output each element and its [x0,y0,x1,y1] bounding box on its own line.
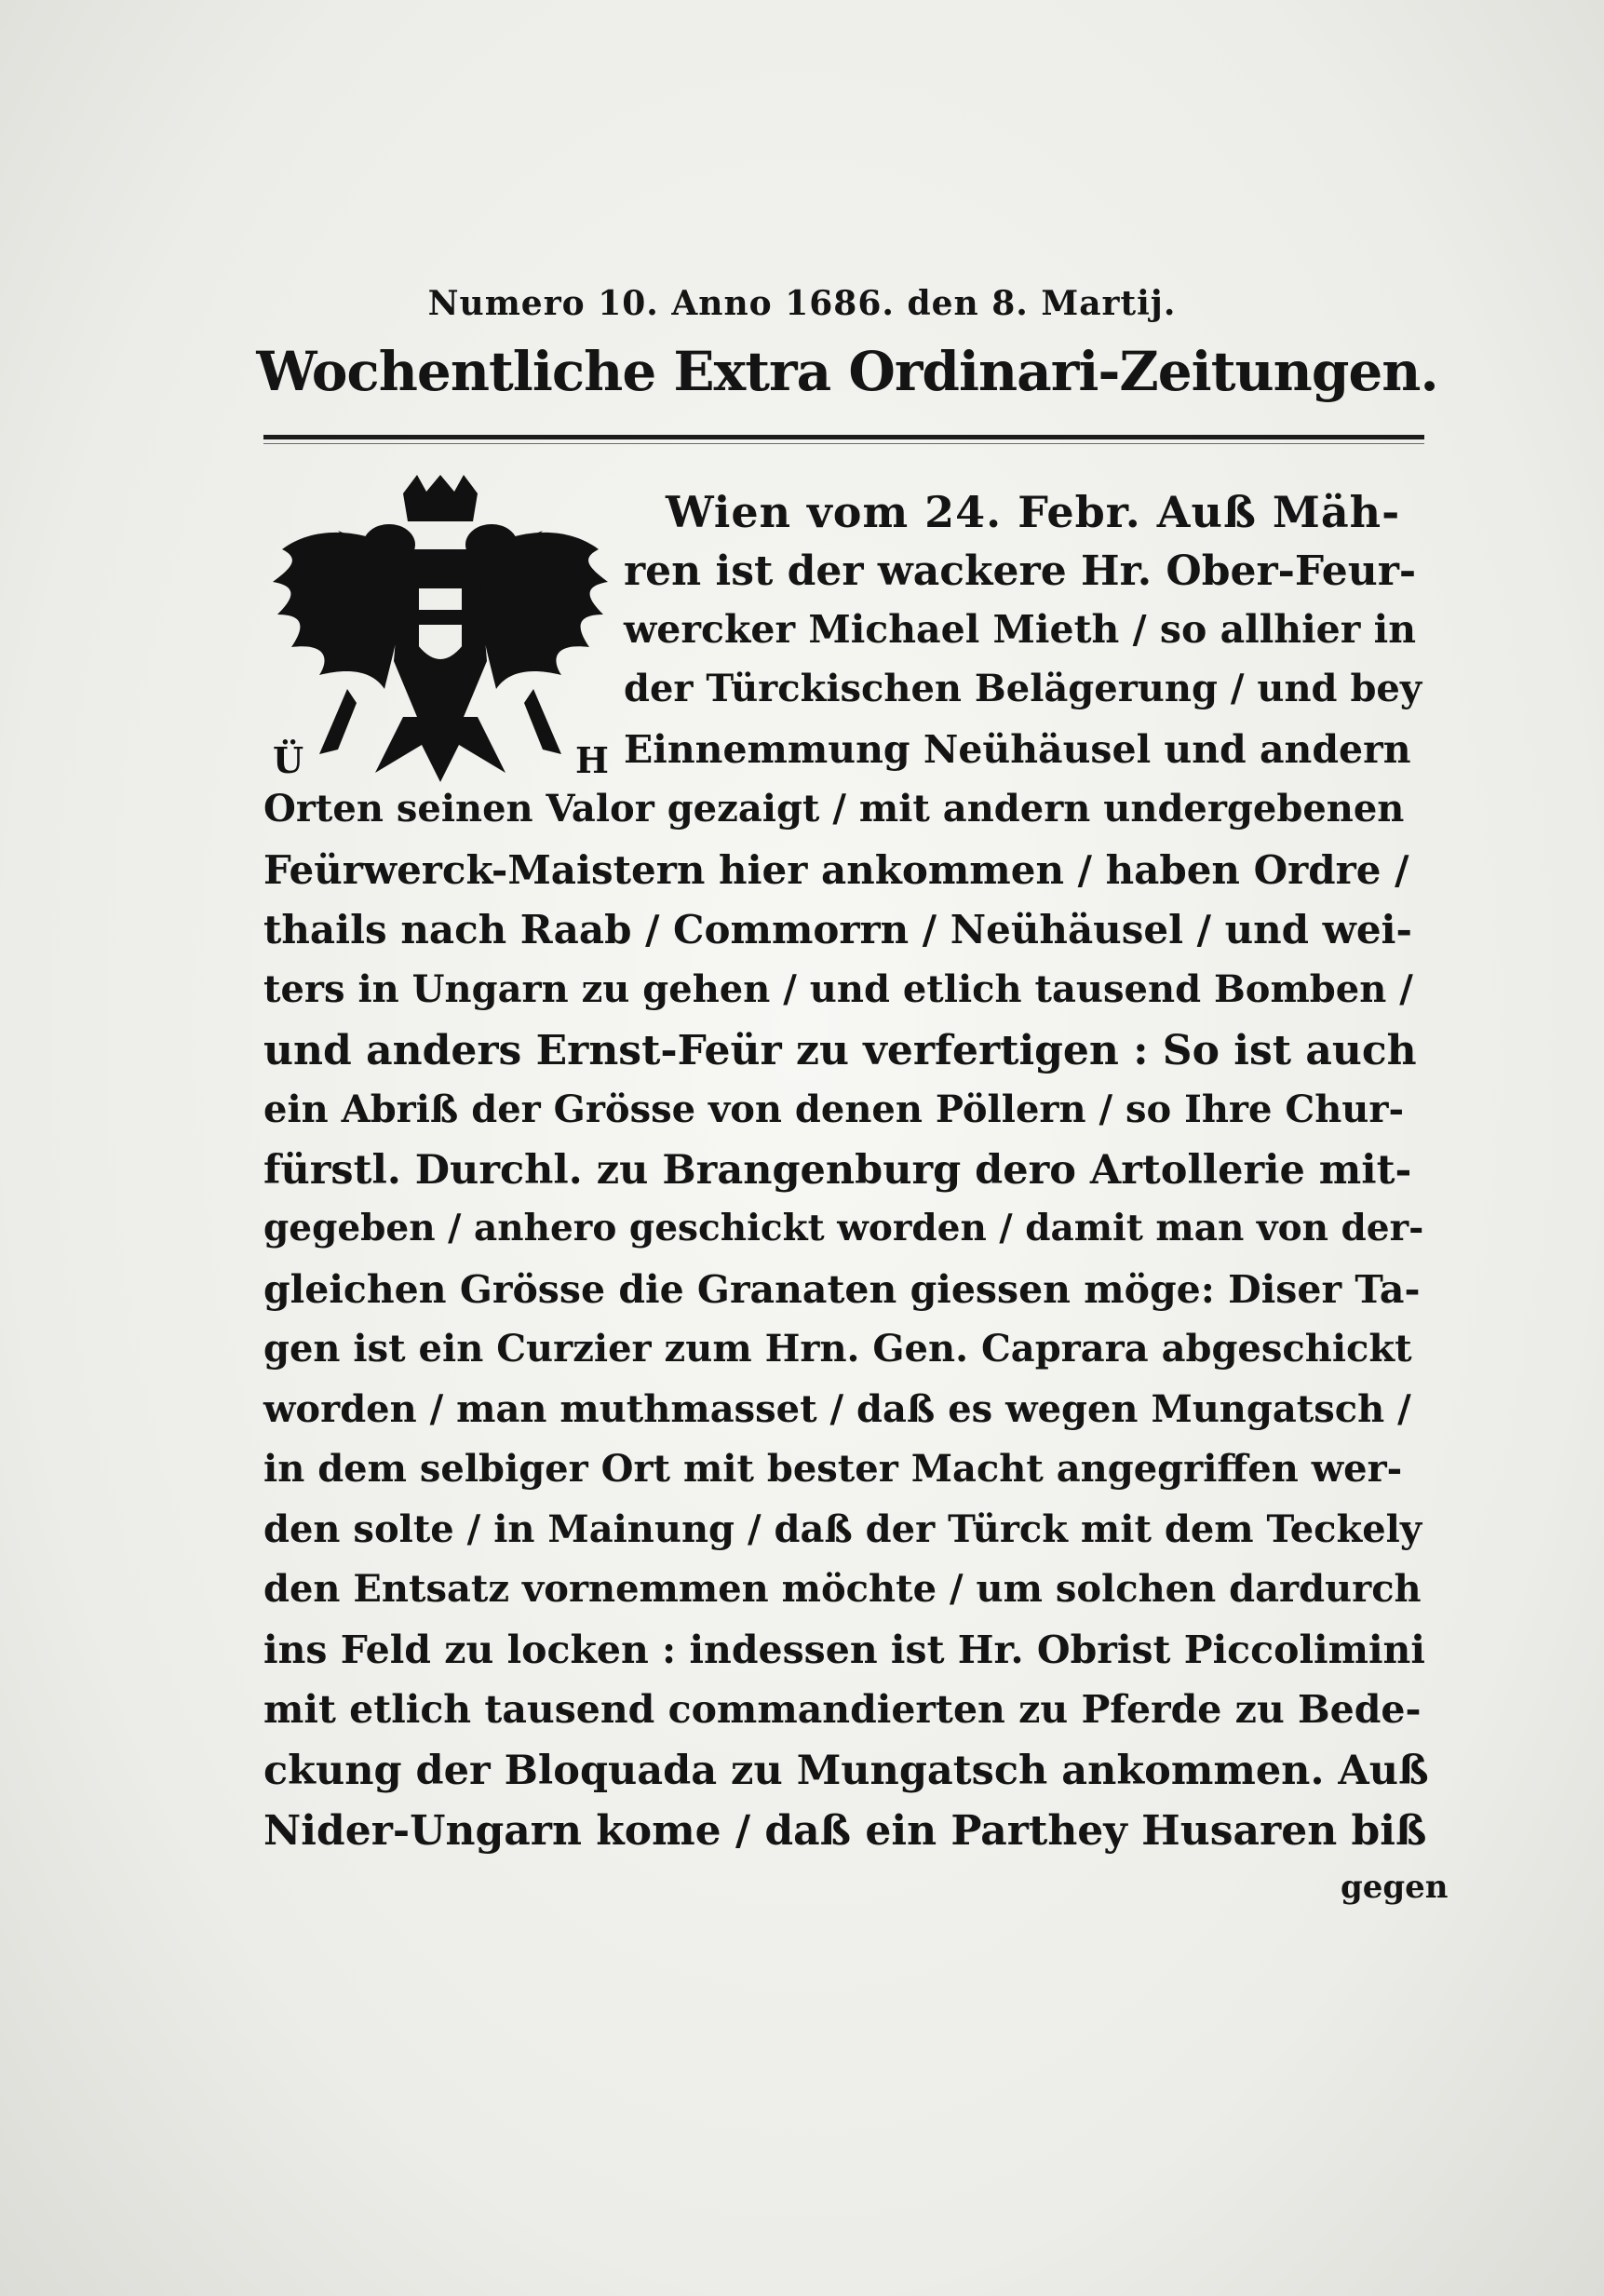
catchword: gegen [1341,1869,1449,1906]
body-line: wercker Michael Mieth / so allhier in [624,607,1417,652]
body-line: und anders Ernst-Feür zu verfertigen : So ist auch [263,1027,1417,1074]
svg-text:H: H [575,739,609,781]
title-rule-thin [263,443,1424,444]
body-line: Nider-Ungarn kome / daß ein Parthey Husaren biß [263,1807,1427,1855]
body-line: gegeben / anhero geschickt worden / damit man von der- [263,1207,1424,1249]
body-line: fürstl. Durchl. zu Brangenburg dero Artollerie mit- [263,1147,1412,1194]
body-line: in dem selbiger Ort mit bester Macht angegriffen wer- [263,1447,1403,1491]
body-line: worden / man muthmasset / daß es wegen Mungatsch / [263,1387,1411,1431]
issue-numbering: Numero 10. Anno 1686. den 8. Martij. [427,284,1177,323]
body-line: den solte / in Mainung / daß der Türck mit dem Teckely [263,1507,1422,1551]
body-line: den Entsatz vornemmen möchte / um solchen dardurch [263,1567,1422,1611]
body-line: ters in Ungarn zu gehen / und etlich tausend Bomben / [263,967,1413,1011]
svg-text:Ü: Ü [273,739,304,781]
newspaper-title: Wochentliche Extra Ordinari-Zeitungen. [256,340,1438,403]
body-line: thails nach Raab / Commorrn / Neühäusel / und wei- [263,907,1412,952]
body-line: Einnemmung Neühäusel und andern [624,727,1411,772]
body-line: Feürwerck-Maistern hier ankommen / haben Ordre / [263,847,1409,893]
body-line: mit etlich tausend commandierten zu Pferde zu Bede- [263,1687,1422,1732]
body-line: gen ist ein Curzier zum Hrn. Gen. Caprara abgeschickt [263,1327,1412,1371]
body-line: ckung der Bloquada zu Mungatsch ankommen. Auß [263,1748,1429,1794]
body-line: ein Abriß der Grösse von denen Pöllern / so Ihre Chur- [263,1087,1405,1131]
body-line: Wien vom 24. Febr. Auß Mäh- [666,487,1401,537]
body-line: ren ist der wackere Hr. Ober-Feur- [624,547,1417,595]
body-line: Orten seinen Valor gezaigt / mit andern undergebenen [263,787,1405,831]
title-rule [263,435,1424,439]
body-line: der Türckischen Belägerung / und bey [624,667,1422,710]
double-headed-eagle-icon [263,475,617,782]
body-line: gleichen Grösse die Granaten giessen möge: Diser Ta- [263,1267,1421,1312]
body-line: ins Feld zu locken : indessen ist Hr. Obrist Piccolimini [263,1627,1425,1672]
